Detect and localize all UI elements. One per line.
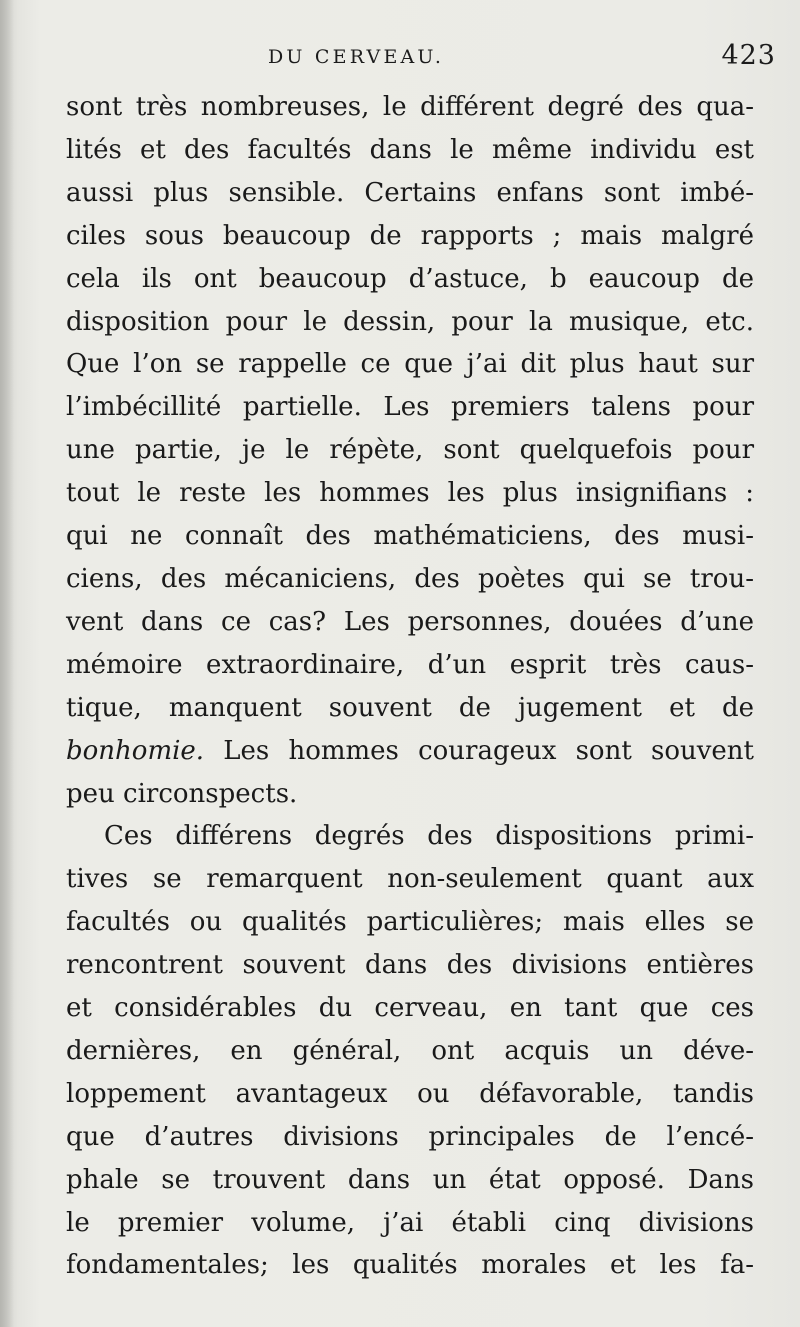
text-line: rencontrent souvent dans des divisions entières [66,950,754,981]
line-rest: Les hommes courageux sont souvent [204,735,754,766]
text-line: et considérables du cerveau, en tant que ces [66,993,754,1024]
text-line: aussi plus sensible. Certains enfans sont imbé- [66,177,754,208]
text-line: peu circonspects. [66,778,298,809]
italic-word: bonhomie. [66,735,205,766]
text-line: Ces différens degrés des dispositions primi- [104,821,754,852]
text-line: dernières, en général, ont acquis un déve- [66,1035,754,1066]
text-line: ciles sous beaucoup de rapports ; mais malgré [66,220,754,251]
text-line: qui ne connaît des mathématiciens, des musi- [66,521,754,552]
text-line: une partie, je le répète, sont quelquefois pour [66,435,754,466]
text-line-with-italic [66,730,754,773]
text-line: Que l’on se rappelle ce que j’ai dit plus haut sur [66,349,754,380]
text-line: lités et des facultés dans le même individu est [66,134,754,165]
text-line: phale se trouvent dans un état opposé. Dans [66,1164,754,1195]
text-line: fondamentales; les qualités morales et les fa- [66,1250,754,1281]
running-title: DU CERVEAU. [268,46,445,68]
text-line: ciens, des mécaniciens, des poètes qui se trou- [66,563,754,594]
page-body [66,86,754,1287]
text-line: vent dans ce cas? Les personnes, douées d’une [66,606,754,637]
page-number: 423 [721,40,776,71]
text-line: tique, manquent souvent de jugement et de [66,692,754,723]
paragraph-2 [66,815,754,1287]
text-line: facultés ou qualités particulières; mais elles se [66,907,754,938]
text-line: sont très nombreuses, le différent degré des qua- [66,92,754,122]
text-line: disposition pour le dessin, pour la musique, etc. [66,306,754,337]
spine-shadow [0,0,14,1327]
text-line: tout le reste les hommes les plus insignifians : [66,478,754,509]
text-line: l’imbécillité partielle. Les premiers talens pour [66,392,754,423]
text-line: cela ils ont beaucoup d’astuce, b eaucoup de [66,263,754,294]
text-line: le premier volume, j’ai établi cinq divisions [66,1207,754,1238]
text-line: mémoire extraordinaire, d’un esprit très caus- [66,649,754,680]
page-header [66,38,782,84]
text-line: tives se remarquent non-seulement quant aux [66,864,754,895]
text-line: loppement avantageux ou défavorable, tandis [66,1078,754,1109]
paragraph-1 [66,86,754,815]
text-line: que d’autres divisions principales de l’encé- [66,1121,754,1152]
